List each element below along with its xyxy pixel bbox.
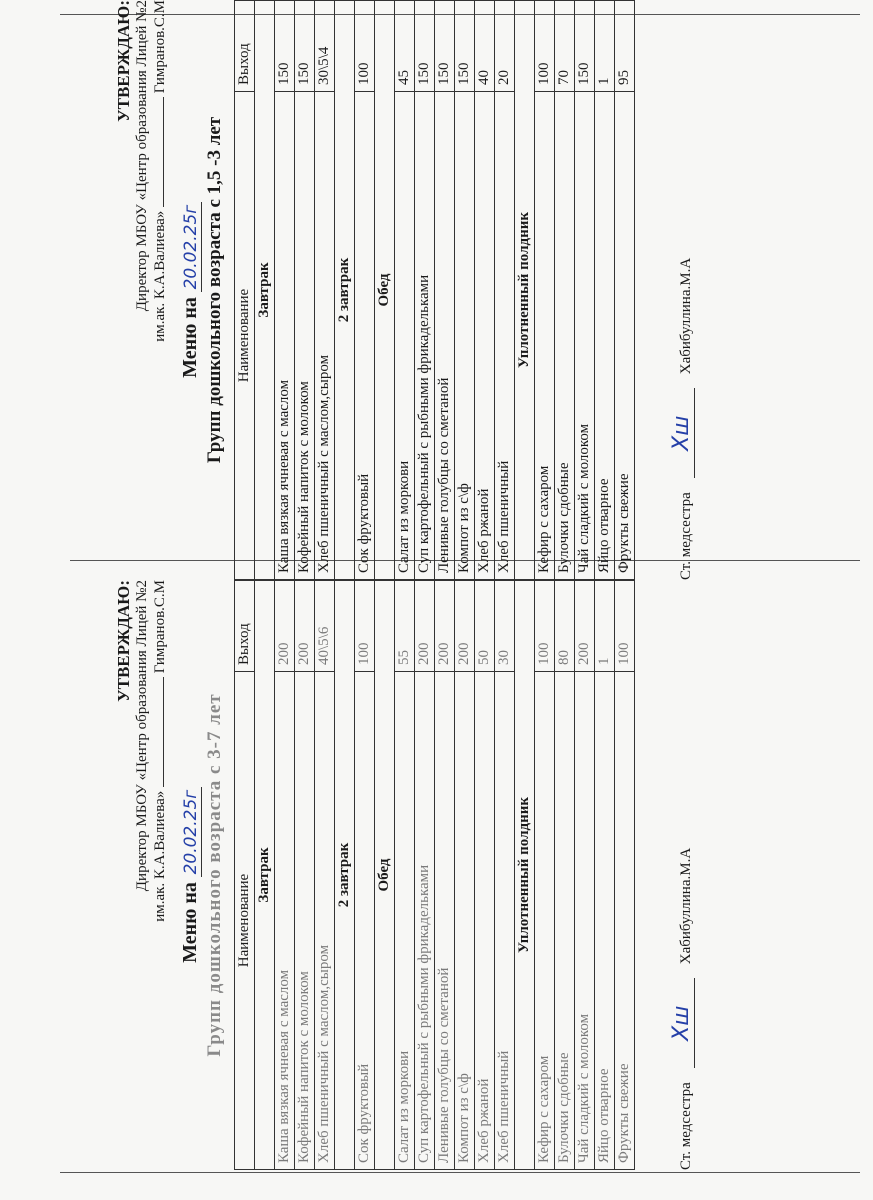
approval-heading: УТВЕРЖДАЮ: <box>114 580 133 702</box>
section-title: Завтрак <box>255 1 275 580</box>
section-row <box>255 581 275 1170</box>
dish-output: 200 <box>455 581 475 672</box>
table-row <box>535 1 555 580</box>
table-row <box>415 1 435 580</box>
table-row <box>295 1 315 580</box>
table-row <box>275 1 295 580</box>
section-title: Уплотненный полдник <box>515 581 535 1170</box>
dish-output: 50 <box>475 581 495 672</box>
dish-name: Ленивые голубцы со сметаной <box>435 672 455 1170</box>
approval-line-2 <box>151 0 169 580</box>
dish-name: Кофейный напиток с молоком <box>295 92 315 580</box>
dish-output: 200 <box>275 581 295 672</box>
menu-document-3-7 <box>115 580 755 1170</box>
approval-line-1: Директор МБОУ «Центр образования Лицей №2 <box>134 580 150 892</box>
dish-output: 40 <box>475 1 495 92</box>
table-row <box>415 581 435 1170</box>
nurse-label: Ст. медсестра <box>678 1082 694 1170</box>
table-row <box>275 581 295 1170</box>
dish-output: 80 <box>555 581 575 672</box>
table-row <box>435 1 455 580</box>
section-title: Уплотненный полдник <box>515 1 535 580</box>
dish-name: Булочки сдобные <box>555 672 575 1170</box>
table-row <box>555 1 575 580</box>
dish-output: 1 <box>595 1 615 92</box>
table-row <box>455 1 475 580</box>
dish-output: 200 <box>575 581 595 672</box>
section-title: Завтрак <box>255 581 275 1170</box>
dish-name: Фрукты свежие <box>615 92 635 580</box>
dish-output: 100 <box>355 1 375 92</box>
approval-signature-line <box>151 677 164 787</box>
dish-name: Каша вязкая ячневая с маслом <box>275 672 295 1170</box>
dish-name: Салат из моркови <box>395 672 415 1170</box>
section-row <box>375 581 395 1170</box>
table-row <box>355 581 375 1170</box>
dish-name: Компот из с\ф <box>455 672 475 1170</box>
menu-table <box>234 580 635 1170</box>
table-row <box>455 581 475 1170</box>
table-row <box>435 581 455 1170</box>
section-row <box>255 1 275 580</box>
dish-name: Хлеб пшеничный с маслом,сыром <box>315 92 335 580</box>
header-name: Наименование <box>235 92 255 580</box>
nurse-name: Хабибуллина.М.А <box>678 257 694 375</box>
dish-name: Ленивые голубцы со сметаной <box>435 92 455 580</box>
dish-output: 150 <box>575 1 595 92</box>
approval-line-2 <box>151 580 169 1170</box>
menu-title <box>179 0 226 580</box>
dish-output: 20 <box>495 1 515 92</box>
nurse-signature-block <box>669 580 695 1170</box>
dish-output: 40\5\6 <box>315 581 335 672</box>
table-row <box>615 581 635 1170</box>
dish-output: 95 <box>615 1 635 92</box>
nurse-signature-block <box>669 0 695 580</box>
table-row <box>495 581 515 1170</box>
dish-output: 200 <box>415 581 435 672</box>
dish-output: 150 <box>435 1 455 92</box>
table-row <box>535 581 555 1170</box>
dish-name: Хлеб ржаной <box>475 92 495 580</box>
dish-name: Салат из моркови <box>395 92 415 580</box>
dish-name: Сок фруктовый <box>355 672 375 1170</box>
table-row <box>475 1 495 580</box>
dish-name: Суп картофельный с рыбными фрикадельками <box>415 92 435 580</box>
table-row <box>475 581 495 1170</box>
dish-output: 55 <box>395 581 415 672</box>
section-title: 2 завтрак <box>335 1 355 580</box>
menu-document-1-5-3 <box>115 0 755 580</box>
menu-table-body <box>235 1 635 580</box>
approval-school-name: им.ак. К.А.Валиева» <box>152 210 168 342</box>
dish-name: Яйцо отварное <box>595 92 615 580</box>
dish-output: 100 <box>355 581 375 672</box>
approval-signature-line <box>151 97 164 207</box>
approval-heading: УТВЕРЖДАЮ: <box>114 0 133 122</box>
table-row <box>395 1 415 580</box>
dish-output: 150 <box>455 1 475 92</box>
table-row <box>575 1 595 580</box>
table-header-row <box>235 1 255 580</box>
dish-name: Чай сладкий с молоком <box>575 92 595 580</box>
menu-title <box>179 580 226 1170</box>
section-title: Обед <box>375 1 395 580</box>
table-header-row <box>235 581 255 1170</box>
header-name: Наименование <box>235 672 255 1170</box>
approval-block <box>115 0 169 580</box>
menu-date-line <box>179 580 202 1170</box>
dish-output: 100 <box>615 581 635 672</box>
dish-name: Кефир с сахаром <box>535 92 555 580</box>
dish-name: Хлеб ржаной <box>475 672 495 1170</box>
dish-name: Яйцо отварное <box>595 672 615 1170</box>
group-subtitle: Групп дошкольного возраста с 3-7 лет <box>204 693 225 1057</box>
menu-table <box>234 0 635 580</box>
table-row <box>555 581 575 1170</box>
section-row <box>515 581 535 1170</box>
section-title: 2 завтрак <box>335 581 355 1170</box>
table-row <box>315 1 335 580</box>
table-row <box>295 581 315 1170</box>
dish-name: Кефир с сахаром <box>535 672 555 1170</box>
dish-output: 30\5\4 <box>315 1 335 92</box>
group-subtitle: Групп дошкольного возраста с 1,5 -3 лет <box>204 116 225 464</box>
dish-output: 100 <box>535 1 555 92</box>
table-row <box>575 581 595 1170</box>
dish-output: 150 <box>415 1 435 92</box>
table-row <box>495 1 515 580</box>
section-title: Обед <box>375 581 395 1170</box>
header-output: Выход <box>235 1 255 92</box>
dish-name: Хлеб пшеничный с маслом,сыром <box>315 672 335 1170</box>
nurse-signature: Хш <box>669 978 695 1068</box>
table-row <box>615 1 635 580</box>
table-row <box>395 581 415 1170</box>
dish-name: Компот из с\ф <box>455 92 475 580</box>
dish-name: Чай сладкий с молоком <box>575 672 595 1170</box>
page-bottom-rule <box>60 1172 860 1173</box>
header-output: Выход <box>235 581 255 672</box>
dish-name: Суп картофельный с рыбными фрикадельками <box>415 672 435 1170</box>
menu-table-body <box>235 581 635 1170</box>
nurse-name: Хабибуллина.М.А <box>678 847 694 965</box>
table-row <box>315 581 335 1170</box>
dish-output: 150 <box>295 1 315 92</box>
nurse-signature: Хш <box>669 388 695 478</box>
section-row <box>375 1 395 580</box>
dish-name: Булочки сдобные <box>555 92 575 580</box>
table-row <box>595 1 615 580</box>
dish-name: Каша вязкая ячневая с маслом <box>275 92 295 580</box>
dish-name: Сок фруктовый <box>355 92 375 580</box>
menu-label: Меню на <box>179 297 201 378</box>
dish-output: 200 <box>295 581 315 672</box>
section-row <box>335 581 355 1170</box>
dish-output: 45 <box>395 1 415 92</box>
section-row <box>335 1 355 580</box>
dish-name: Фрукты свежие <box>615 672 635 1170</box>
menu-date: 20.02.25г <box>181 202 202 292</box>
dish-output: 70 <box>555 1 575 92</box>
section-row <box>515 1 535 580</box>
table-row <box>595 581 615 1170</box>
dish-output: 100 <box>535 581 555 672</box>
dish-output: 1 <box>595 581 615 672</box>
approval-line-1: Директор МБОУ «Центр образования Лицей №2 <box>134 0 150 312</box>
approval-signer: Гимранов.С.М <box>152 0 168 94</box>
dish-output: 150 <box>275 1 295 92</box>
approval-block <box>115 580 169 1170</box>
table-row <box>355 1 375 580</box>
nurse-label: Ст. медсестра <box>678 492 694 580</box>
dish-name: Хлеб пшеничный <box>495 92 515 580</box>
approval-school-name: им.ак. К.А.Валиева» <box>152 790 168 922</box>
dish-name: Кофейный напиток с молоком <box>295 672 315 1170</box>
approval-signer: Гимранов.С.М <box>152 580 168 674</box>
dish-name: Хлеб пшеничный <box>495 672 515 1170</box>
menu-date-line <box>179 0 202 580</box>
menu-date: 20.02.25г <box>181 787 202 877</box>
dish-output: 200 <box>435 581 455 672</box>
menu-label: Меню на <box>179 882 201 963</box>
dish-output: 30 <box>495 581 515 672</box>
